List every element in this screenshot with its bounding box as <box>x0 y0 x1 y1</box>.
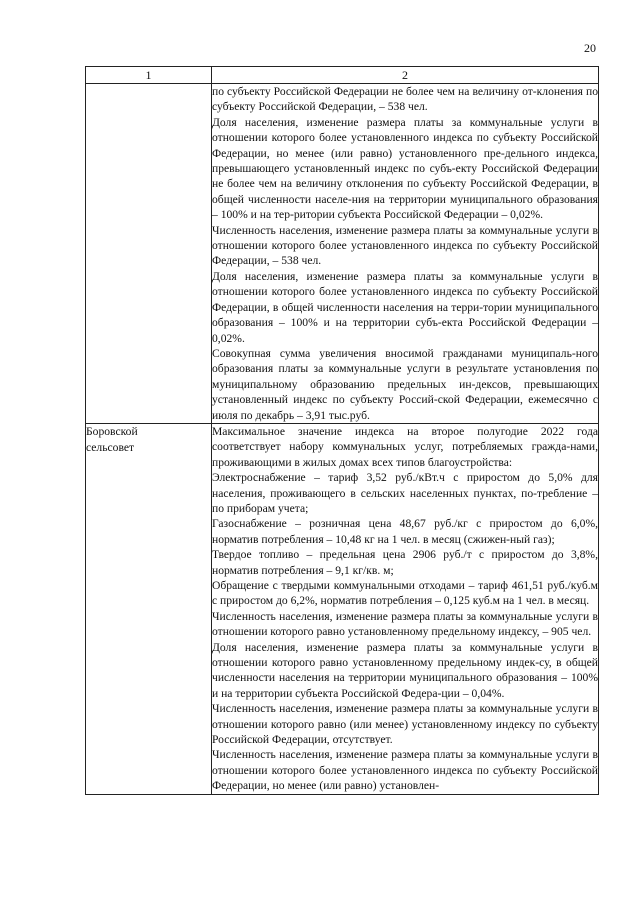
table-header-row <box>86 67 599 84</box>
table-row <box>86 423 599 794</box>
paragraph: по субъекту Российской Федерации не более чем на величину от-клонения по субъекту Российской Федерации, – 538 чел. <box>212 85 598 114</box>
paragraph: Твердое топливо – предельная цена 2906 руб./т с приростом до 3,8%, норматив потребления – 9,1 кг/кв. м; <box>212 548 598 577</box>
paragraph: Численность населения, изменение размера платы за коммунальные услуги в отношении которого более установленного индекса по субъекту Российской Федерации, но менее (или равно) установлен- <box>212 748 598 793</box>
paragraph: Максимальное значение индекса на второе полугодие 2022 года соответствует набору коммунальных услуг, потребляемых гражда-нами, проживающими в жилых домах всех типов благоустройства: <box>212 424 598 469</box>
paragraph: Электроснабжение – тариф 3,52 руб./кВт.ч с приростом до 5,0% для населения, проживающего в сельских населенных пунктах, по-требление – по приборам учета; <box>212 471 598 515</box>
column-header-1: 1 <box>86 67 212 84</box>
column-header-2: 2 <box>212 67 599 84</box>
paragraph: Доля населения, изменение размера платы за коммунальные услуги в отношении которого более установленного индекса по субъекту Российской Федерации, но менее (или равно) установленного пре-дельного индекса, превышающего установленный индекс по субъ-екту Российской Федерации не более чем на величину отклонения по субъекту Российской Федерации, в общей численности населе-ния на территории муниципального образования – 100% и на тер-ритории субъекта Российской Федерации – 0,02%. <box>212 115 598 222</box>
content-cell <box>212 84 599 424</box>
data-table <box>85 66 599 795</box>
paragraph: Численность населения, изменение размера платы за коммунальные услуги в отношении которого равно (или менее) установленному индексу по субъекту Российской Федерации, отсутствует. <box>212 702 598 747</box>
table-row <box>86 84 599 424</box>
paragraph: Доля населения, изменение размера платы за коммунальные услуги в отношении которого равно установленному предельному индек-су, в общей численности населения на территории муниципального образования – 100% и на территории субъекта Российской Федера-ции – 0,04%. <box>212 640 598 700</box>
paragraph: Доля населения, изменение размера платы за коммунальные услуги в отношении которого более установленного индекса по субъекту Российской Федерации, в общей численности населения на терри-тории муниципального образования – 100% и на территории субъ-екта Российской Федерации – 0,02%. <box>212 269 598 345</box>
paragraph: Совокупная сумма увеличения вносимой гражданами муниципаль-ного образования платы за коммунальные услуги в результате установления по муниципальному образованию предельных ин-дексов, превышающих установленный индекс по субъекту Россий-ской Федерации, ежемесячно с июля по декабрь – 3,91 тыс.руб. <box>212 346 598 422</box>
content-cell <box>212 423 599 794</box>
paragraph: Численность населения, изменение размера платы за коммунальные услуги в отношении которого более установленного индекса по субъекту Российской Федерации, – 538 чел. <box>212 223 598 268</box>
paragraph: Численность населения, изменение размера платы за коммунальные услуги в отношении которого равно установленному предельному индексу, – 905 чел. <box>212 609 598 639</box>
municipality-cell <box>86 84 212 424</box>
paragraph: Обращение с твердыми коммунальными отходами – тариф 461,51 руб./куб.м с приростом до 6,2%, норматив потребления – 0,125 куб.м на 1 чел. в месяц. <box>212 579 598 608</box>
page-number: 20 <box>584 41 596 55</box>
paragraph: Газоснабжение – розничная цена 48,67 руб./кг с приростом до 6,0%, норматив потребления – 10,48 кг на 1 чел. в месяц (сжижен-ный газ); <box>212 517 598 546</box>
municipality-cell: Боровской сельсовет <box>86 423 212 794</box>
